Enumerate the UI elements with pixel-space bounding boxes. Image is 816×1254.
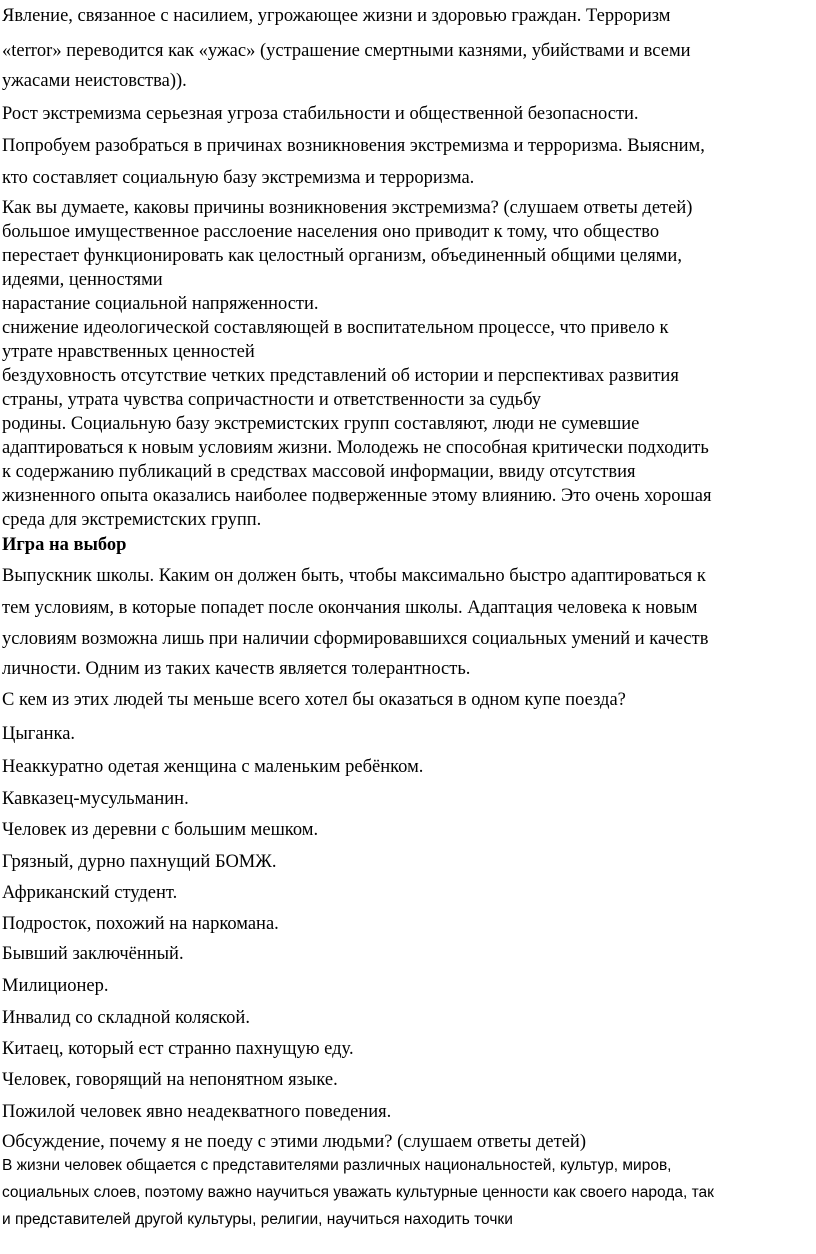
paragraph-line: снижение идеологической составляющей в воспитательном процессе, что привело к — [2, 318, 669, 338]
list-item: Цыганка. — [2, 724, 76, 744]
paragraph-line: перестает функционировать как целостный организм, объединенный общими целями, — [2, 246, 682, 266]
paragraph-line: жизненного опыта оказались наиболее подверженные этому влиянию. Это очень хорошая — [2, 486, 712, 506]
paragraph-line: ужасами неистовства)). — [2, 71, 187, 91]
paragraph-line: личности. Одним из таких качеств является толерантность. — [2, 659, 471, 679]
question-line: С кем из этих людей ты меньше всего хотел бы оказаться в одном купе поезда? — [2, 690, 626, 710]
list-item: Африканский студент. — [2, 883, 178, 903]
paragraph-line: адаптироваться к новым условиям жизни. Молодежь не способная критически подходить — [2, 438, 709, 458]
paragraph-line: страны, утрата чувства сопричастности и ответственности за судьбу — [2, 390, 542, 410]
paragraph-line: утрате нравственных ценностей — [2, 342, 255, 362]
paragraph-line: Попробуем разобраться в причинах возникновения экстремизма и терроризма. Выясним, — [2, 136, 705, 156]
list-item: Китаец, который ест странно пахнущую еду. — [2, 1039, 354, 1059]
paragraph-line: родины. Социальную базу экстремистских групп составляют, люди не сумевшие — [2, 414, 640, 434]
paragraph-line: условиям возможна лишь при наличии сформировавшихся социальных умений и качеств — [2, 629, 709, 649]
paragraph-line: нарастание социальной напряженности. — [2, 294, 319, 314]
list-item: Человек, говорящий на непонятном языке. — [2, 1070, 338, 1090]
list-item: Неаккуратно одетая женщина с маленьким ребёнком. — [2, 757, 424, 777]
paragraph-line: Явление, связанное с насилием, угрожающее жизни и здоровью граждан. Терроризм — [2, 6, 671, 26]
paragraph-line: кто составляет социальную базу экстремизма и терроризма. — [2, 168, 475, 188]
conclusion-line: В жизни человек общается с представителями различных национальностей, культур, миров, — [2, 1157, 672, 1174]
paragraph-line: среда для экстремистских групп. — [2, 510, 262, 530]
list-item: Грязный, дурно пахнущий БОМЖ. — [2, 852, 277, 872]
paragraph-line: Рост экстремизма серьезная угроза стабильности и общественной безопасности. — [2, 104, 639, 124]
paragraph-line: к содержанию публикаций в средствах массовой информации, ввиду отсутствия — [2, 462, 636, 482]
paragraph-line: большое имущественное расслоение населения оно приводит к тому, что общество — [2, 222, 660, 242]
paragraph-line: тем условиям, в которые попадет после окончания школы. Адаптация человека к новым — [2, 598, 698, 618]
paragraph-line: Как вы думаете, каковы причины возникновения экстремизма? (слушаем ответы детей) — [2, 198, 693, 218]
conclusion-line: социальных слоев, поэтому важно научиться уважать культурные ценности как своего народа, так — [2, 1184, 714, 1201]
paragraph-line: Выпускник школы. Каким он должен быть, чтобы максимально быстро адаптироваться к — [2, 566, 706, 586]
paragraph-line: бездуховность отсутствие четких представлений об истории и перспективах развития — [2, 366, 679, 386]
list-item: Кавказец-мусульманин. — [2, 789, 189, 809]
list-item: Милиционер. — [2, 976, 109, 996]
list-item: Инвалид со складной коляской. — [2, 1008, 250, 1028]
list-item: Человек из деревни с большим мешком. — [2, 820, 319, 840]
conclusion-line: и представителей другой культуры, религии, научиться находить точки — [2, 1211, 513, 1228]
list-item: Пожилой человек явно неадекватного поведения. — [2, 1102, 392, 1122]
discussion-line: Обсуждение, почему я не поеду с этими людьми? (слушаем ответы детей) — [2, 1132, 586, 1152]
list-item: Бывший заключённый. — [2, 944, 184, 964]
list-item: Подросток, похожий на наркомана. — [2, 914, 279, 934]
section-heading: Игра на выбор — [2, 535, 127, 555]
paragraph-line: «terror» переводится как «ужас» (устрашение смертными казнями, убийствами и всеми — [2, 41, 691, 61]
paragraph-line: идеями, ценностями — [2, 270, 163, 290]
